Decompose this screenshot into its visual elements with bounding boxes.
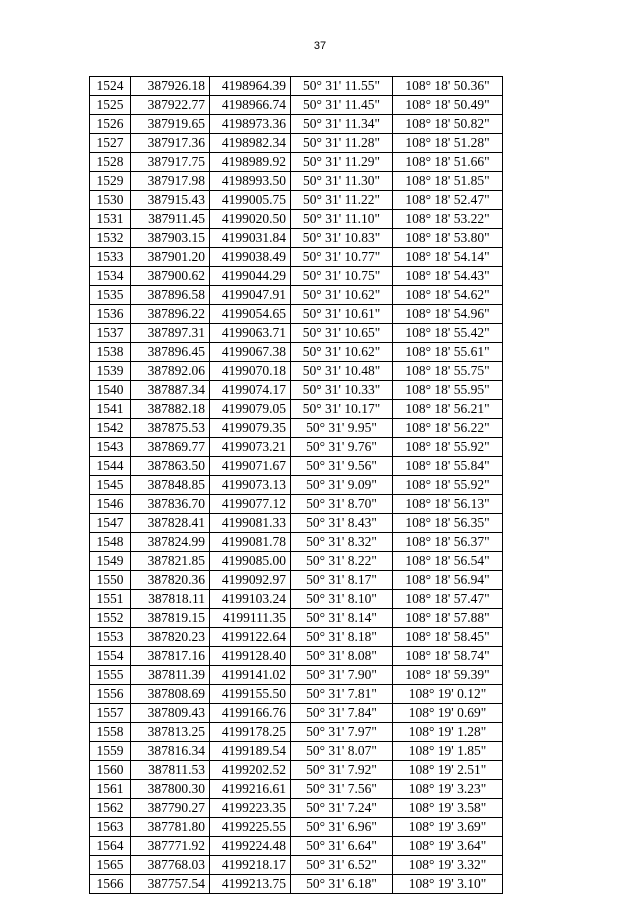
x-coordinate-cell: 387836.70 [131, 495, 210, 514]
point-number-cell: 1543 [90, 438, 131, 457]
longitude-cell: 108° 18' 56.21" [393, 400, 503, 419]
y-coordinate-cell: 4198964.39 [210, 77, 291, 96]
point-number-cell: 1555 [90, 666, 131, 685]
longitude-cell: 108° 19' 3.10" [393, 875, 503, 894]
latitude-cell: 50° 31' 11.30" [291, 172, 393, 191]
x-coordinate-cell: 387863.50 [131, 457, 210, 476]
x-coordinate-cell: 387900.62 [131, 267, 210, 286]
point-number-cell: 1548 [90, 533, 131, 552]
longitude-cell: 108° 18' 53.80" [393, 229, 503, 248]
point-number-cell: 1526 [90, 115, 131, 134]
table-row [90, 400, 503, 419]
x-coordinate-cell: 387915.43 [131, 191, 210, 210]
latitude-cell: 50° 31' 6.64" [291, 837, 393, 856]
table-row [90, 761, 503, 780]
longitude-cell: 108° 18' 56.35" [393, 514, 503, 533]
x-coordinate-cell: 387869.77 [131, 438, 210, 457]
y-coordinate-cell: 4199067.38 [210, 343, 291, 362]
table-row [90, 267, 503, 286]
x-coordinate-cell: 387816.34 [131, 742, 210, 761]
point-number-cell: 1529 [90, 172, 131, 191]
x-coordinate-cell: 387757.54 [131, 875, 210, 894]
longitude-cell: 108° 18' 55.75" [393, 362, 503, 381]
y-coordinate-cell: 4199079.35 [210, 419, 291, 438]
latitude-cell: 50° 31' 8.07" [291, 742, 393, 761]
latitude-cell: 50° 31' 9.95" [291, 419, 393, 438]
longitude-cell: 108° 18' 50.49" [393, 96, 503, 115]
x-coordinate-cell: 387903.15 [131, 229, 210, 248]
latitude-cell: 50° 31' 10.17" [291, 400, 393, 419]
table-row [90, 305, 503, 324]
y-coordinate-cell: 4199077.12 [210, 495, 291, 514]
y-coordinate-cell: 4199073.21 [210, 438, 291, 457]
latitude-cell: 50° 31' 7.90" [291, 666, 393, 685]
x-coordinate-cell: 387828.41 [131, 514, 210, 533]
table-row [90, 609, 503, 628]
latitude-cell: 50° 31' 10.62" [291, 286, 393, 305]
latitude-cell: 50° 31' 8.18" [291, 628, 393, 647]
longitude-cell: 108° 19' 3.64" [393, 837, 503, 856]
point-number-cell: 1534 [90, 267, 131, 286]
latitude-cell: 50° 31' 11.34" [291, 115, 393, 134]
table-row [90, 115, 503, 134]
table-row [90, 742, 503, 761]
y-coordinate-cell: 4199081.78 [210, 533, 291, 552]
table-row [90, 153, 503, 172]
point-number-cell: 1549 [90, 552, 131, 571]
y-coordinate-cell: 4199047.91 [210, 286, 291, 305]
x-coordinate-cell: 387808.69 [131, 685, 210, 704]
table-row [90, 134, 503, 153]
longitude-cell: 108° 18' 50.36" [393, 77, 503, 96]
longitude-cell: 108° 18' 56.54" [393, 552, 503, 571]
x-coordinate-cell: 387821.85 [131, 552, 210, 571]
point-number-cell: 1540 [90, 381, 131, 400]
longitude-cell: 108° 18' 57.47" [393, 590, 503, 609]
x-coordinate-cell: 387813.25 [131, 723, 210, 742]
y-coordinate-cell: 4199218.17 [210, 856, 291, 875]
latitude-cell: 50° 31' 10.75" [291, 267, 393, 286]
latitude-cell: 50° 31' 7.56" [291, 780, 393, 799]
x-coordinate-cell: 387790.27 [131, 799, 210, 818]
x-coordinate-cell: 387882.18 [131, 400, 210, 419]
table-row [90, 419, 503, 438]
latitude-cell: 50° 31' 8.70" [291, 495, 393, 514]
point-number-cell: 1556 [90, 685, 131, 704]
y-coordinate-cell: 4199224.48 [210, 837, 291, 856]
point-number-cell: 1552 [90, 609, 131, 628]
x-coordinate-cell: 387809.43 [131, 704, 210, 723]
x-coordinate-cell: 387892.06 [131, 362, 210, 381]
table-row [90, 286, 503, 305]
longitude-cell: 108° 18' 59.39" [393, 666, 503, 685]
longitude-cell: 108° 19' 0.69" [393, 704, 503, 723]
latitude-cell: 50° 31' 8.08" [291, 647, 393, 666]
longitude-cell: 108° 18' 58.74" [393, 647, 503, 666]
longitude-cell: 108° 18' 55.42" [393, 324, 503, 343]
y-coordinate-cell: 4199038.49 [210, 248, 291, 267]
y-coordinate-cell: 4199103.24 [210, 590, 291, 609]
latitude-cell: 50° 31' 6.96" [291, 818, 393, 837]
table-row [90, 571, 503, 590]
longitude-cell: 108° 19' 0.12" [393, 685, 503, 704]
point-number-cell: 1564 [90, 837, 131, 856]
x-coordinate-cell: 387768.03 [131, 856, 210, 875]
x-coordinate-cell: 387848.85 [131, 476, 210, 495]
x-coordinate-cell: 387781.80 [131, 818, 210, 837]
latitude-cell: 50° 31' 10.83" [291, 229, 393, 248]
longitude-cell: 108° 18' 54.96" [393, 305, 503, 324]
table-row [90, 685, 503, 704]
x-coordinate-cell: 387820.36 [131, 571, 210, 590]
longitude-cell: 108° 18' 55.95" [393, 381, 503, 400]
latitude-cell: 50° 31' 7.84" [291, 704, 393, 723]
x-coordinate-cell: 387897.31 [131, 324, 210, 343]
table-row [90, 647, 503, 666]
latitude-cell: 50° 31' 10.33" [291, 381, 393, 400]
latitude-cell: 50° 31' 11.28" [291, 134, 393, 153]
point-number-cell: 1563 [90, 818, 131, 837]
latitude-cell: 50° 31' 8.22" [291, 552, 393, 571]
point-number-cell: 1566 [90, 875, 131, 894]
table-row [90, 77, 503, 96]
table-row [90, 799, 503, 818]
x-coordinate-cell: 387922.77 [131, 96, 210, 115]
point-number-cell: 1561 [90, 780, 131, 799]
y-coordinate-cell: 4199092.97 [210, 571, 291, 590]
y-coordinate-cell: 4199223.35 [210, 799, 291, 818]
latitude-cell: 50° 31' 10.62" [291, 343, 393, 362]
point-number-cell: 1558 [90, 723, 131, 742]
table-row [90, 723, 503, 742]
latitude-cell: 50° 31' 7.81" [291, 685, 393, 704]
point-number-cell: 1528 [90, 153, 131, 172]
point-number-cell: 1551 [90, 590, 131, 609]
x-coordinate-cell: 387887.34 [131, 381, 210, 400]
longitude-cell: 108° 18' 54.14" [393, 248, 503, 267]
latitude-cell: 50° 31' 11.29" [291, 153, 393, 172]
longitude-cell: 108° 18' 56.22" [393, 419, 503, 438]
y-coordinate-cell: 4199155.50 [210, 685, 291, 704]
longitude-cell: 108° 18' 55.92" [393, 438, 503, 457]
point-number-cell: 1535 [90, 286, 131, 305]
longitude-cell: 108° 18' 52.47" [393, 191, 503, 210]
latitude-cell: 50° 31' 10.77" [291, 248, 393, 267]
y-coordinate-cell: 4198966.74 [210, 96, 291, 115]
y-coordinate-cell: 4199073.13 [210, 476, 291, 495]
longitude-cell: 108° 18' 58.45" [393, 628, 503, 647]
point-number-cell: 1524 [90, 77, 131, 96]
point-number-cell: 1559 [90, 742, 131, 761]
table-row [90, 248, 503, 267]
y-coordinate-cell: 4199070.18 [210, 362, 291, 381]
x-coordinate-cell: 387875.53 [131, 419, 210, 438]
y-coordinate-cell: 4199128.40 [210, 647, 291, 666]
latitude-cell: 50° 31' 8.14" [291, 609, 393, 628]
longitude-cell: 108° 18' 51.28" [393, 134, 503, 153]
point-number-cell: 1544 [90, 457, 131, 476]
y-coordinate-cell: 4199063.71 [210, 324, 291, 343]
longitude-cell: 108° 19' 1.28" [393, 723, 503, 742]
latitude-cell: 50° 31' 8.43" [291, 514, 393, 533]
y-coordinate-cell: 4199031.84 [210, 229, 291, 248]
x-coordinate-cell: 387800.30 [131, 780, 210, 799]
latitude-cell: 50° 31' 8.32" [291, 533, 393, 552]
point-number-cell: 1531 [90, 210, 131, 229]
x-coordinate-cell: 387901.20 [131, 248, 210, 267]
x-coordinate-cell: 387917.36 [131, 134, 210, 153]
latitude-cell: 50° 31' 8.10" [291, 590, 393, 609]
latitude-cell: 50° 31' 7.24" [291, 799, 393, 818]
y-coordinate-cell: 4198982.34 [210, 134, 291, 153]
table-row [90, 191, 503, 210]
x-coordinate-cell: 387811.39 [131, 666, 210, 685]
y-coordinate-cell: 4199178.25 [210, 723, 291, 742]
x-coordinate-cell: 387896.22 [131, 305, 210, 324]
point-number-cell: 1554 [90, 647, 131, 666]
longitude-cell: 108° 19' 2.51" [393, 761, 503, 780]
table-row [90, 533, 503, 552]
y-coordinate-cell: 4199122.64 [210, 628, 291, 647]
y-coordinate-cell: 4198989.92 [210, 153, 291, 172]
latitude-cell: 50° 31' 6.52" [291, 856, 393, 875]
table-row [90, 343, 503, 362]
y-coordinate-cell: 4199225.55 [210, 818, 291, 837]
y-coordinate-cell: 4199071.67 [210, 457, 291, 476]
table-row [90, 96, 503, 115]
table-row [90, 457, 503, 476]
table-row [90, 210, 503, 229]
longitude-cell: 108° 19' 3.58" [393, 799, 503, 818]
longitude-cell: 108° 18' 57.88" [393, 609, 503, 628]
longitude-cell: 108° 18' 56.37" [393, 533, 503, 552]
point-number-cell: 1562 [90, 799, 131, 818]
table-row [90, 780, 503, 799]
x-coordinate-cell: 387818.11 [131, 590, 210, 609]
longitude-cell: 108° 18' 50.82" [393, 115, 503, 134]
point-number-cell: 1539 [90, 362, 131, 381]
point-number-cell: 1525 [90, 96, 131, 115]
point-number-cell: 1537 [90, 324, 131, 343]
x-coordinate-cell: 387817.16 [131, 647, 210, 666]
latitude-cell: 50° 31' 10.65" [291, 324, 393, 343]
y-coordinate-cell: 4199079.05 [210, 400, 291, 419]
point-number-cell: 1541 [90, 400, 131, 419]
table-row [90, 495, 503, 514]
longitude-cell: 108° 18' 56.94" [393, 571, 503, 590]
longitude-cell: 108° 18' 55.92" [393, 476, 503, 495]
y-coordinate-cell: 4199074.17 [210, 381, 291, 400]
point-number-cell: 1533 [90, 248, 131, 267]
point-number-cell: 1553 [90, 628, 131, 647]
table-row [90, 856, 503, 875]
latitude-cell: 50° 31' 9.76" [291, 438, 393, 457]
table-row [90, 362, 503, 381]
point-number-cell: 1538 [90, 343, 131, 362]
y-coordinate-cell: 4198973.36 [210, 115, 291, 134]
y-coordinate-cell: 4199189.54 [210, 742, 291, 761]
x-coordinate-cell: 387911.45 [131, 210, 210, 229]
y-coordinate-cell: 4199216.61 [210, 780, 291, 799]
longitude-cell: 108° 18' 55.84" [393, 457, 503, 476]
longitude-cell: 108° 18' 54.62" [393, 286, 503, 305]
x-coordinate-cell: 387917.98 [131, 172, 210, 191]
point-number-cell: 1542 [90, 419, 131, 438]
x-coordinate-cell: 387926.18 [131, 77, 210, 96]
table-row [90, 476, 503, 495]
point-number-cell: 1546 [90, 495, 131, 514]
y-coordinate-cell: 4199202.52 [210, 761, 291, 780]
table-row [90, 590, 503, 609]
latitude-cell: 50° 31' 10.48" [291, 362, 393, 381]
table-row [90, 818, 503, 837]
x-coordinate-cell: 387820.23 [131, 628, 210, 647]
point-number-cell: 1532 [90, 229, 131, 248]
longitude-cell: 108° 19' 3.23" [393, 780, 503, 799]
latitude-cell: 50° 31' 9.09" [291, 476, 393, 495]
y-coordinate-cell: 4199213.75 [210, 875, 291, 894]
x-coordinate-cell: 387917.75 [131, 153, 210, 172]
y-coordinate-cell: 4199005.75 [210, 191, 291, 210]
latitude-cell: 50° 31' 10.61" [291, 305, 393, 324]
x-coordinate-cell: 387819.15 [131, 609, 210, 628]
point-number-cell: 1547 [90, 514, 131, 533]
table-row [90, 837, 503, 856]
y-coordinate-cell: 4199166.76 [210, 704, 291, 723]
longitude-cell: 108° 18' 51.85" [393, 172, 503, 191]
table-row [90, 875, 503, 894]
latitude-cell: 50° 31' 9.56" [291, 457, 393, 476]
latitude-cell: 50° 31' 11.22" [291, 191, 393, 210]
longitude-cell: 108° 18' 54.43" [393, 267, 503, 286]
latitude-cell: 50° 31' 11.10" [291, 210, 393, 229]
longitude-cell: 108° 19' 3.69" [393, 818, 503, 837]
latitude-cell: 50° 31' 11.55" [291, 77, 393, 96]
coordinates-table [89, 76, 503, 894]
latitude-cell: 50° 31' 8.17" [291, 571, 393, 590]
point-number-cell: 1557 [90, 704, 131, 723]
x-coordinate-cell: 387896.58 [131, 286, 210, 305]
latitude-cell: 50° 31' 6.18" [291, 875, 393, 894]
table-row [90, 628, 503, 647]
point-number-cell: 1536 [90, 305, 131, 324]
point-number-cell: 1565 [90, 856, 131, 875]
table-row [90, 381, 503, 400]
x-coordinate-cell: 387919.65 [131, 115, 210, 134]
y-coordinate-cell: 4199044.29 [210, 267, 291, 286]
longitude-cell: 108° 18' 53.22" [393, 210, 503, 229]
latitude-cell: 50° 31' 7.97" [291, 723, 393, 742]
y-coordinate-cell: 4199081.33 [210, 514, 291, 533]
coordinates-table-body [90, 77, 503, 894]
table-row [90, 172, 503, 191]
x-coordinate-cell: 387771.92 [131, 837, 210, 856]
point-number-cell: 1527 [90, 134, 131, 153]
y-coordinate-cell: 4198993.50 [210, 172, 291, 191]
point-number-cell: 1550 [90, 571, 131, 590]
longitude-cell: 108° 19' 3.32" [393, 856, 503, 875]
table-row [90, 229, 503, 248]
table-row [90, 666, 503, 685]
latitude-cell: 50° 31' 7.92" [291, 761, 393, 780]
table-row [90, 438, 503, 457]
longitude-cell: 108° 19' 1.85" [393, 742, 503, 761]
y-coordinate-cell: 4199020.50 [210, 210, 291, 229]
table-row [90, 324, 503, 343]
longitude-cell: 108° 18' 51.66" [393, 153, 503, 172]
y-coordinate-cell: 4199054.65 [210, 305, 291, 324]
point-number-cell: 1560 [90, 761, 131, 780]
x-coordinate-cell: 387811.53 [131, 761, 210, 780]
y-coordinate-cell: 4199085.00 [210, 552, 291, 571]
y-coordinate-cell: 4199111.35 [210, 609, 291, 628]
longitude-cell: 108° 18' 55.61" [393, 343, 503, 362]
table-row [90, 514, 503, 533]
latitude-cell: 50° 31' 11.45" [291, 96, 393, 115]
x-coordinate-cell: 387896.45 [131, 343, 210, 362]
point-number-cell: 1545 [90, 476, 131, 495]
y-coordinate-cell: 4199141.02 [210, 666, 291, 685]
page-number: 37 [313, 40, 327, 52]
table-row [90, 704, 503, 723]
x-coordinate-cell: 387824.99 [131, 533, 210, 552]
table-row [90, 552, 503, 571]
point-number-cell: 1530 [90, 191, 131, 210]
longitude-cell: 108° 18' 56.13" [393, 495, 503, 514]
